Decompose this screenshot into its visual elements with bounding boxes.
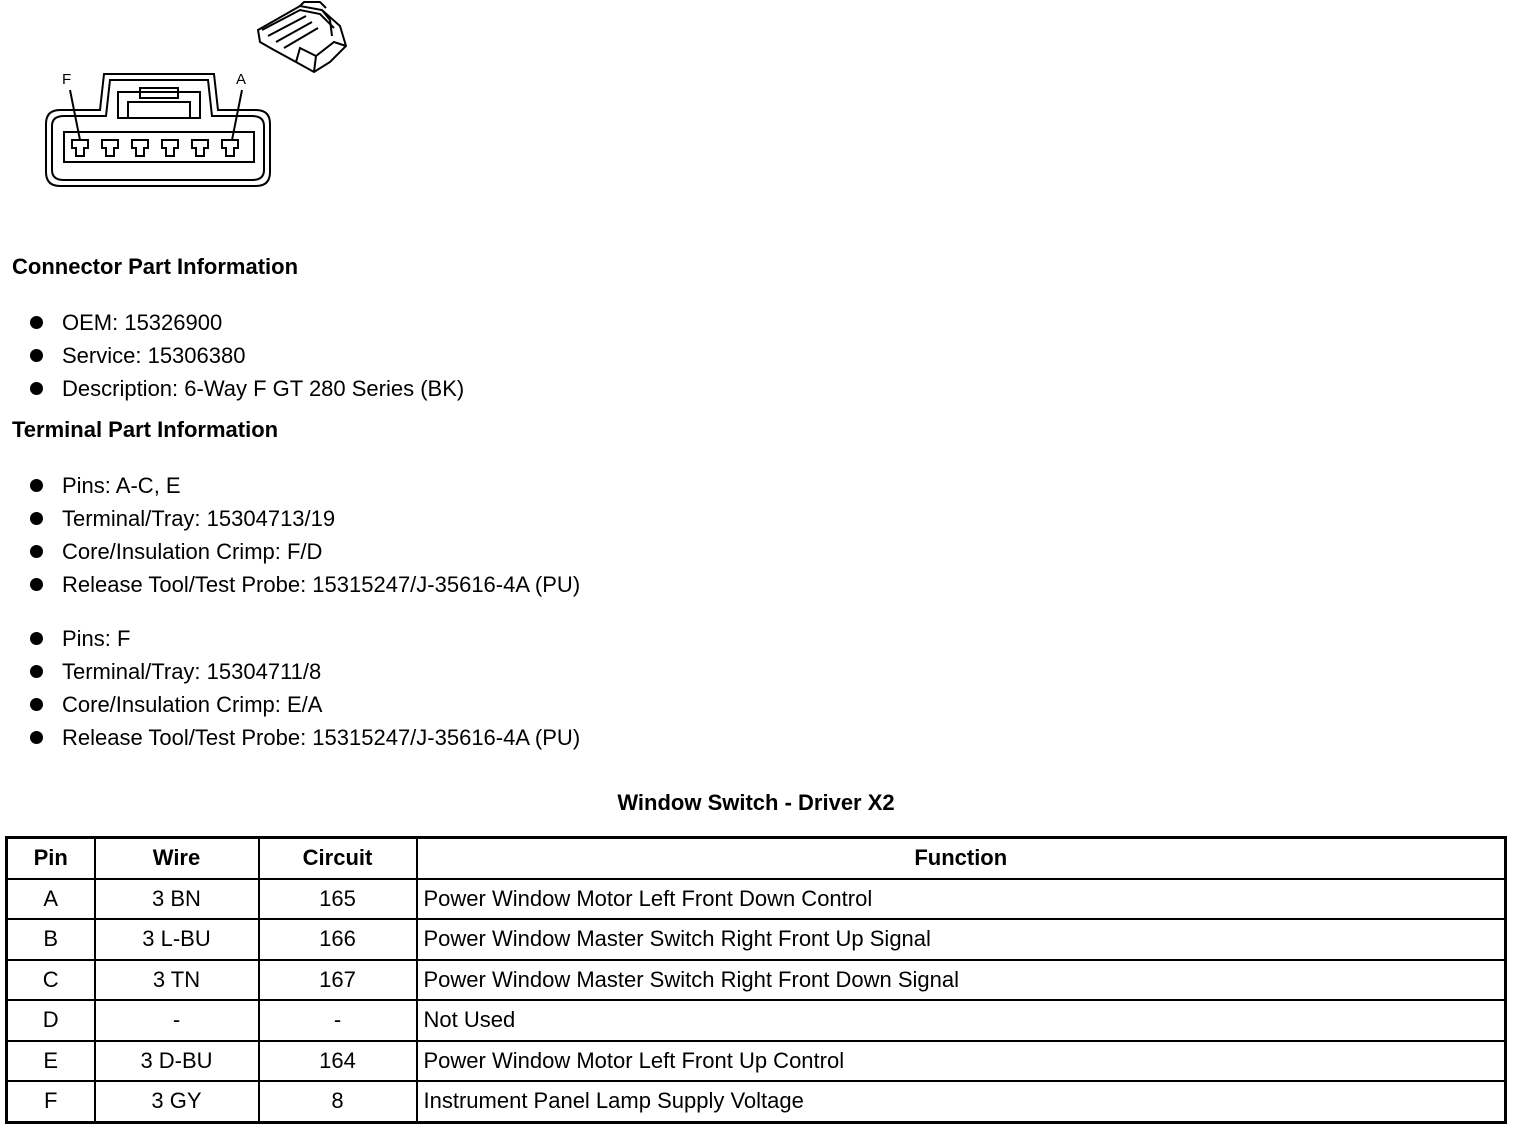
terminal-cavities xyxy=(72,140,238,156)
list-item: Core/Insulation Crimp: F/D xyxy=(30,535,580,568)
cell-circuit: 165 xyxy=(259,879,417,920)
cell-circuit: 166 xyxy=(259,919,417,960)
table-row xyxy=(7,919,1506,960)
cell-wire: 3 D-BU xyxy=(95,1041,259,1082)
table-row xyxy=(7,1041,1506,1082)
cell-function: Instrument Panel Lamp Supply Voltage xyxy=(417,1081,1506,1122)
list-item: Terminal/Tray: 15304711/8 xyxy=(30,655,580,688)
table-row xyxy=(7,1000,1506,1041)
header-wire: Wire xyxy=(95,838,259,879)
terminal-part-list-2 xyxy=(30,622,580,754)
list-item: Release Tool/Test Probe: 15315247/J-35616-4A (PU) xyxy=(30,721,580,754)
cell-function: Power Window Motor Left Front Up Control xyxy=(417,1041,1506,1082)
cell-pin: E xyxy=(7,1041,95,1082)
cell-wire: 3 L-BU xyxy=(95,919,259,960)
table-row xyxy=(7,1081,1506,1122)
table-row xyxy=(7,879,1506,920)
cell-function: Power Window Master Switch Right Front Up Signal xyxy=(417,919,1506,960)
list-item: Terminal/Tray: 15304713/19 xyxy=(30,502,580,535)
cell-pin: A xyxy=(7,879,95,920)
cell-circuit: 164 xyxy=(259,1041,417,1082)
pin-label-a: A xyxy=(236,71,247,88)
cell-wire: 3 BN xyxy=(95,879,259,920)
cell-pin: D xyxy=(7,1000,95,1041)
table-header-row xyxy=(7,838,1506,879)
cell-circuit: 167 xyxy=(259,960,417,1001)
list-item: Core/Insulation Crimp: E/A xyxy=(30,688,580,721)
list-item: Pins: F xyxy=(30,622,580,655)
list-item: OEM: 15326900 xyxy=(30,306,464,339)
cell-function: Not Used xyxy=(417,1000,1506,1041)
cell-pin: B xyxy=(7,919,95,960)
table-row xyxy=(7,960,1506,1001)
list-item: Description: 6-Way F GT 280 Series (BK) xyxy=(30,372,464,405)
terminal-part-heading: Terminal Part Information xyxy=(12,417,279,442)
connector-part-list xyxy=(30,306,464,405)
cell-function: Power Window Motor Left Front Down Control xyxy=(417,879,1506,920)
pinout-table xyxy=(5,836,1507,1124)
list-item: Release Tool/Test Probe: 15315247/J-35616-4A (PU) xyxy=(30,568,580,601)
cell-circuit: - xyxy=(259,1000,417,1041)
pin-label-f: F xyxy=(62,71,72,88)
connector-diagram xyxy=(0,0,380,200)
cell-function: Power Window Master Switch Right Front Down Signal xyxy=(417,960,1506,1001)
header-pin: Pin xyxy=(7,838,95,879)
list-item: Pins: A-C, E xyxy=(30,469,580,502)
connector-face xyxy=(46,74,270,186)
header-circuit: Circuit xyxy=(259,838,417,879)
cell-wire: 3 TN xyxy=(95,960,259,1001)
cell-wire: - xyxy=(95,1000,259,1041)
header-function: Function xyxy=(417,838,1506,879)
list-item: Service: 15306380 xyxy=(30,339,464,372)
cell-wire: 3 GY xyxy=(95,1081,259,1122)
connector-part-heading: Connector Part Information xyxy=(12,254,299,279)
table-title: Window Switch - Driver X2 xyxy=(617,790,895,815)
cell-circuit: 8 xyxy=(259,1081,417,1122)
cell-pin: F xyxy=(7,1081,95,1122)
terminal-part-list-1 xyxy=(30,469,580,601)
connector-isometric-icon xyxy=(258,2,346,72)
cell-pin: C xyxy=(7,960,95,1001)
